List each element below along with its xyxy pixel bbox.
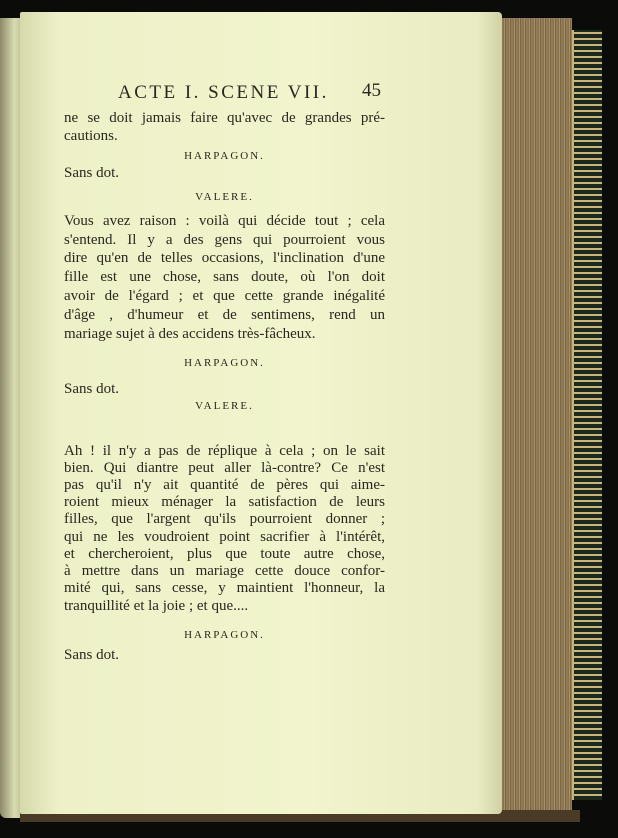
- text-line: Sans dot.: [64, 165, 120, 181]
- page-number: 45: [362, 80, 381, 101]
- text-line: avoir de l'égard ; et que cette grande inégalité: [64, 288, 385, 304]
- text-line: ne se doit jamais faire qu'avec de grandes pré-: [64, 110, 385, 126]
- text-line: roient mieux ménager la satisfaction de leurs: [64, 494, 385, 510]
- speaker-name: HARPAGON.: [184, 150, 265, 162]
- text-line: Sans dot.: [64, 381, 120, 397]
- text-line: Ah ! il n'y a pas de réplique à cela ; on le sait: [64, 443, 385, 459]
- text-line: Sans dot.: [64, 647, 120, 663]
- text-line: et chercheroient, plus que toute autre chose,: [64, 546, 385, 562]
- text-line: s'entend. Il y a des gens qui pourroient vous: [64, 232, 385, 248]
- speaker-name: VALERE.: [195, 191, 254, 203]
- text-line: d'âge , d'humeur et de sentimens, rend un: [64, 307, 385, 323]
- text-line: fille est une chose, sans doute, où l'on doit: [64, 269, 385, 285]
- speaker-name: HARPAGON.: [184, 629, 265, 641]
- binding-decorative-border: [572, 30, 602, 800]
- text-line: filles, que l'argent qu'ils pourroient donner ;: [64, 511, 385, 527]
- text-line: dire qu'en de telles occasions, l'inclination d'une: [64, 250, 385, 266]
- text-line: bien. Qui diantre peut aller là-contre? Ce n'est: [64, 460, 385, 476]
- text-line: cautions.: [64, 128, 118, 144]
- text-line: tranquillité et la joie ; et que....: [64, 598, 249, 614]
- text-line: mariage sujet à des accidens très-fâcheux.: [64, 326, 316, 342]
- running-title: ACTE I. SCENE VII.: [118, 82, 329, 103]
- speaker-name: HARPAGON.: [184, 357, 265, 369]
- speaker-name: VALERE.: [195, 400, 254, 412]
- text-line: pas qu'il n'y ait quantité de pères qui aime-: [64, 477, 385, 493]
- page-block-edges: [500, 18, 572, 818]
- text-line: Vous avez raison : voilà qui décide tout ; cela: [64, 213, 385, 229]
- text-line: qui ne les voudroient point sacrifier à l'intérêt,: [64, 529, 385, 545]
- text-line: à mettre dans un mariage cette douce confor-: [64, 563, 385, 579]
- text-line: mité qui, sans cesse, y maintient l'honneur, la: [64, 580, 385, 596]
